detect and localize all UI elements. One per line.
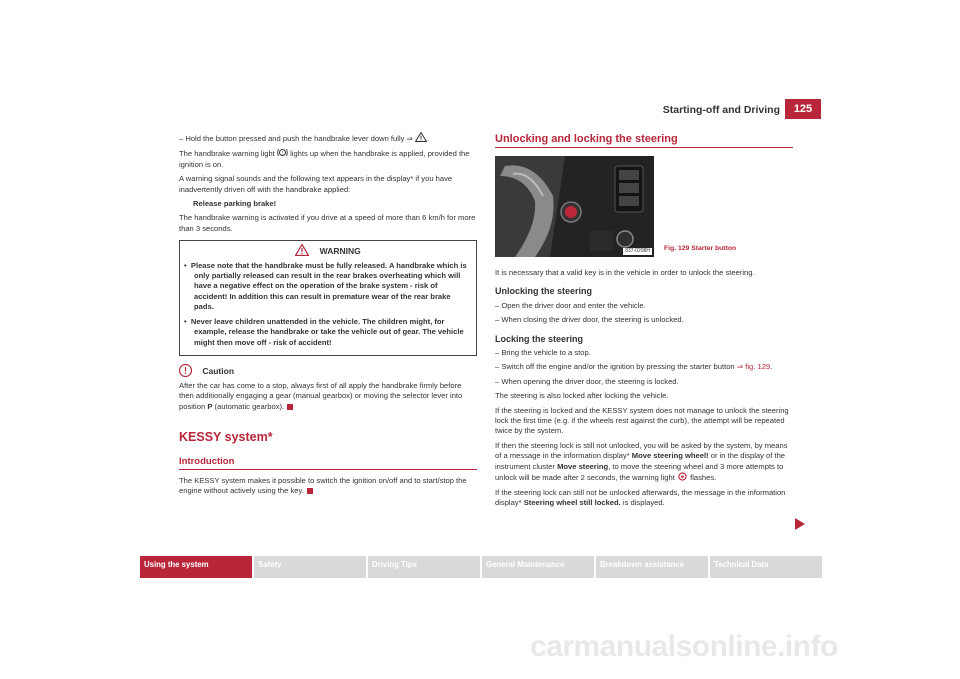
display-message: Release parking brake!	[193, 199, 277, 209]
figure-caption: Fig. 129 Starter button	[664, 245, 737, 252]
figure-reference-link[interactable]: ⇒ fig. 129	[736, 362, 771, 372]
introduction-heading: Introduction	[179, 457, 477, 470]
hold-step: – Hold the button pressed and push the handbrake lever down fully ⇒ .	[179, 134, 430, 143]
starter-button-figure	[495, 156, 654, 257]
warning-item: • Please note that the handbrake must be fully released. A handbrake which is only partially released can result in the rear brakes overheating which will have a negative effect on the operation of the brake system - risk of accident! In addition this can result in premature wear of the rear brake pads.	[184, 260, 467, 312]
steering-section-heading: Unlocking and locking the steering	[495, 133, 793, 148]
locking-heading: Locking the steering	[495, 333, 584, 344]
final-message-paragraph: If the steering lock can still not be unlocked afterwards, the message in the information display* Steering wheel still locked. is displayed.	[495, 487, 786, 507]
footer-navigation	[140, 556, 822, 578]
repeat-attempt-text: If the steering is locked and the KESSY system does not manage to unlock the steering lock the first time (e.g. if the wheels rest against the curb), the attempt will be repeated twice by the system.	[495, 405, 789, 436]
warning-triangle-icon	[415, 132, 427, 142]
introduction-text: The KESSY system makes it possible to switch the ignition on/off and to start/stop the engine without actively using the key.	[179, 475, 467, 496]
unlock-step: – When closing the driver door, the steering is unlocked.	[495, 315, 684, 325]
tab-driving-tips[interactable]: Driving Tips	[368, 556, 480, 578]
handbrake-warning-icon	[277, 148, 288, 157]
starter-button-illustration	[495, 156, 654, 257]
kessy-heading: KESSY system*	[179, 430, 273, 445]
lock-step: – Switch off the engine and/or the ignition by pressing the starter button ⇒ fig. 129.	[495, 362, 773, 372]
warning-item: • Never leave children unattended in the vehicle. The children might, for example, release the handbrake or take the vehicle out of gear. The vehicle might then move off - risk of accident!	[184, 316, 464, 347]
tab-general-maintenance[interactable]: General Maintenance	[482, 556, 594, 578]
figure-code: 837-0298H	[625, 248, 650, 254]
section-end-marker	[307, 488, 313, 494]
warning-signal-paragraph: A warning signal sounds and the following text appears in the display* if you have inadvertently driven off with the handbrake applied:	[179, 174, 453, 194]
lock-step: – Bring the vehicle to a stop.	[495, 348, 591, 358]
left-column	[179, 132, 477, 501]
warning-header: WARNING	[184, 244, 472, 256]
speed-warning-paragraph: The handbrake warning is activated if you drive at a speed of more than 6 km/h for more than 3 seconds.	[179, 213, 476, 233]
still-locked-paragraph: If then the steering lock is still not unlocked, you will be asked by the system, by means of a message in the information display* Move steering wheel! or in the display of the instrument cluster Move steering, to move the steering wheel and 3 more attempts to unlock will be made after 2 seconds, the warning light flashes.	[495, 440, 788, 483]
lock-step: – When opening the driver door, the steering is locked.	[495, 376, 679, 386]
page-number: 125	[785, 99, 821, 119]
locked-after-locking-text: The steering is also locked after locking the vehicle.	[495, 391, 669, 401]
caution-icon	[179, 364, 192, 377]
tab-breakdown-assistance[interactable]: Breakdown assistance	[596, 556, 708, 578]
warning-triangle-icon	[295, 244, 309, 256]
next-page-arrow-icon[interactable]	[795, 518, 805, 530]
section-end-marker	[287, 404, 293, 410]
svg-text:!: !	[281, 151, 284, 157]
caution-header: Caution	[179, 364, 477, 377]
watermark: carmanualsonline.info	[530, 630, 838, 663]
valid-key-text: It is necessary that a valid key is in the vehicle in order to unlock the steering.	[495, 268, 755, 277]
tab-using-the-system[interactable]: Using the system	[140, 556, 252, 578]
caution-text: After the car has come to a stop, always first of all apply the handbrake firmly before then additionally engaging a gear (manual gearbox) or moving the selector lever into position P (automatic gearbox).	[179, 380, 463, 411]
tab-technical-data[interactable]: Technical Data	[710, 556, 822, 578]
unlock-step: – Open the driver door and enter the vehicle.	[495, 300, 646, 310]
unlocking-heading: Unlocking the steering	[495, 286, 593, 297]
steering-lock-warning-icon	[677, 472, 688, 481]
right-column	[495, 268, 793, 512]
handbrake-light-paragraph: The handbrake warning light ! lights up when the handbrake is applied, provided the ignition is on.	[179, 149, 470, 169]
running-header-title: Starting-off and Driving	[662, 104, 780, 116]
warning-box	[179, 240, 477, 356]
tab-safety[interactable]: Safety	[254, 556, 366, 578]
